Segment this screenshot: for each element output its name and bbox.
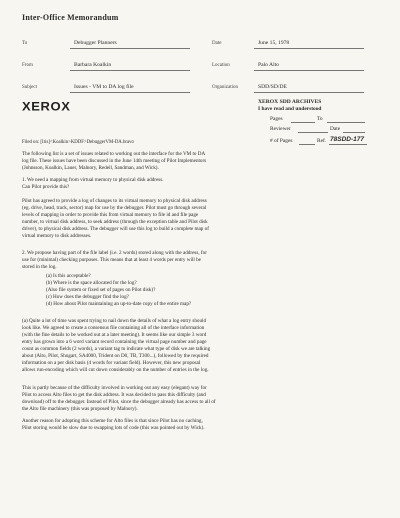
text-line: This is partly because of the difficulty involved in working out any easy (elegant) way for: [22, 385, 207, 391]
paragraph-3: [22, 385, 370, 413]
sub-item: (c) How does the debugger find the log?: [46, 294, 129, 301]
text-line: download) off to the debugger. Instead of Pilot, since the debugger already has access to all of: [22, 399, 216, 406]
text-line: count as common fields (2 words), a variant tag to indicate what type of disk we are talking: [22, 346, 211, 353]
location-rule: [254, 70, 364, 71]
text-line: (a) Quite a lot of time was spent trying to nail down the details of what a log entry should: [22, 318, 207, 324]
text-line: allows run-encoding which will cut down considerably on the number of entries in the log.: [22, 367, 209, 374]
archive-pages-label: Pages: [270, 116, 283, 122]
paragraph-4: [22, 418, 370, 432]
archive-date-line: [343, 132, 365, 133]
archive-title: XEROX SDD ARCHIVES: [258, 99, 322, 105]
text-line: entry has grown into a 6 word variant record containing the virtual page number and page: [22, 339, 207, 346]
text-line: (with the fine details to be worked out at a later meeting). It seems like our simple 3 word: [22, 332, 207, 339]
archive-pages-from-line: [291, 122, 315, 123]
sub-item: (d) How about Pilot maintaining an up-to-date copy of the entire map?: [46, 301, 192, 308]
text-line: Another reason for adopting this scheme for Alto files is that since Pilot has no caching,: [22, 418, 203, 424]
text-line: log file. These issues have been discussed in the June 14th meeting of Pilot Implementors: [22, 158, 207, 165]
organization-rule: [254, 92, 364, 93]
text-line: virtual memory to disk addresses.: [22, 233, 92, 240]
text-line: (Johnsson, Koalkin, Lauer, Malnory, Redell, Sandman, and Wick).: [22, 165, 159, 172]
to-rule: [70, 48, 190, 49]
text-line: Pilot storing would be slow due to swapping lots of code (this was pointed out by Wick).: [22, 425, 205, 432]
item-2: [22, 250, 370, 271]
sub-item: (b) Where is the space allocated for the log?: [46, 280, 137, 287]
paragraph-2: [22, 318, 370, 374]
text-line: (eg. drive, head, track, sector) map for use by the debugger. Pilot must go through several: [22, 205, 207, 212]
text-line: about (Alto, Pilot, Shugart, SA4000, Trident on D0, TB, T300...), followed by the required: [22, 353, 209, 360]
organization-label: Organization: [212, 85, 239, 90]
archive-num-pages-line: [299, 144, 315, 145]
text-line: the Alto file machinery (this was proposed by Malnory).: [22, 406, 138, 413]
memo-title: Inter-Office Memorandum: [22, 13, 119, 22]
archive-ref-value: 78SDD-177: [330, 136, 364, 143]
text-line: levels of mapping in order to provide this from virtual memory to file id and file page: [22, 212, 199, 219]
archive-statement: I have read and understood: [258, 106, 322, 112]
text-line: 2. We propose having part of the file label (i.e. 2 words) stored along with the address, for: [22, 250, 207, 256]
intro-paragraph: [22, 151, 370, 172]
subject-value: Issues - VM to DA log file: [74, 84, 134, 90]
paragraph-1: [22, 198, 370, 240]
location-value: Palo Alto: [258, 62, 279, 68]
to-label: To: [22, 41, 28, 46]
subject-rule: [70, 92, 190, 93]
text-line: number, to virtual disk address, to seek address (through the exception table and Pilot disk: [22, 219, 208, 226]
sub-item: (a) Is this acceptable?: [46, 273, 91, 279]
xerox-logo: XEROX: [22, 99, 71, 114]
archive-num-pages-label: # of Pages: [270, 138, 293, 144]
location-label: Location: [212, 63, 230, 68]
sub-item: (Also file system or fixed set of pages on Pilot disk)?: [46, 287, 156, 294]
filed-on-path: Filed on: [Iris]<Koalkin>KDDF>DebuggerVM-DA.bravo: [22, 140, 134, 145]
text-line: driver), to physical disk address. The debugger will use this log to build a complete map of: [22, 226, 209, 233]
text-line: The following list is a set of issues related to working out the interface for the VM to DA: [22, 151, 206, 157]
sub-items: [22, 273, 370, 308]
text-line: stored in the log.: [22, 264, 57, 271]
text-line: Pilot has agreed to provide a log of changes to its virtual memory to physical disk address: [22, 198, 207, 204]
archive-ref-line: [329, 144, 367, 145]
archive-reviewer-line: [298, 132, 328, 133]
archive-reviewer-label: Reviewer: [270, 126, 291, 132]
text-line: 1. We need a mapping from virtual memory to physical disk address.: [22, 177, 164, 183]
text-line: Can Pilot provide this?: [22, 184, 70, 191]
text-line: information on a per disk basis (4 words for variant field). However, this new proposal: [22, 360, 201, 367]
archive-pages-to-line: [327, 122, 365, 123]
to-value: Debugger Planners: [74, 40, 117, 46]
from-label: From: [22, 63, 33, 68]
organization-value: SDD/SD/DE: [258, 84, 287, 90]
date-value: June 15, 1978: [258, 40, 290, 46]
archive-ref-label: Ref.: [317, 138, 327, 144]
archive-date-label: Date: [330, 126, 341, 132]
subject-label: Subject: [22, 85, 37, 90]
from-rule: [70, 70, 190, 71]
from-value: Barbara Koalkin: [74, 62, 112, 68]
archive-pages-to-label: To: [317, 116, 323, 122]
text-line: look like. We agreed to create a consensus file containing all of the interface information: [22, 325, 205, 332]
date-rule: [254, 48, 364, 49]
text-line: Pilot to access Alto files to get the disk address. It was decided to pass this difficulty (and: [22, 392, 206, 399]
item-1: [22, 177, 370, 191]
text-line: use for (minimal) checking purposes. This means that at least 4 words per entry will be: [22, 257, 201, 264]
date-label: Date: [212, 41, 222, 46]
